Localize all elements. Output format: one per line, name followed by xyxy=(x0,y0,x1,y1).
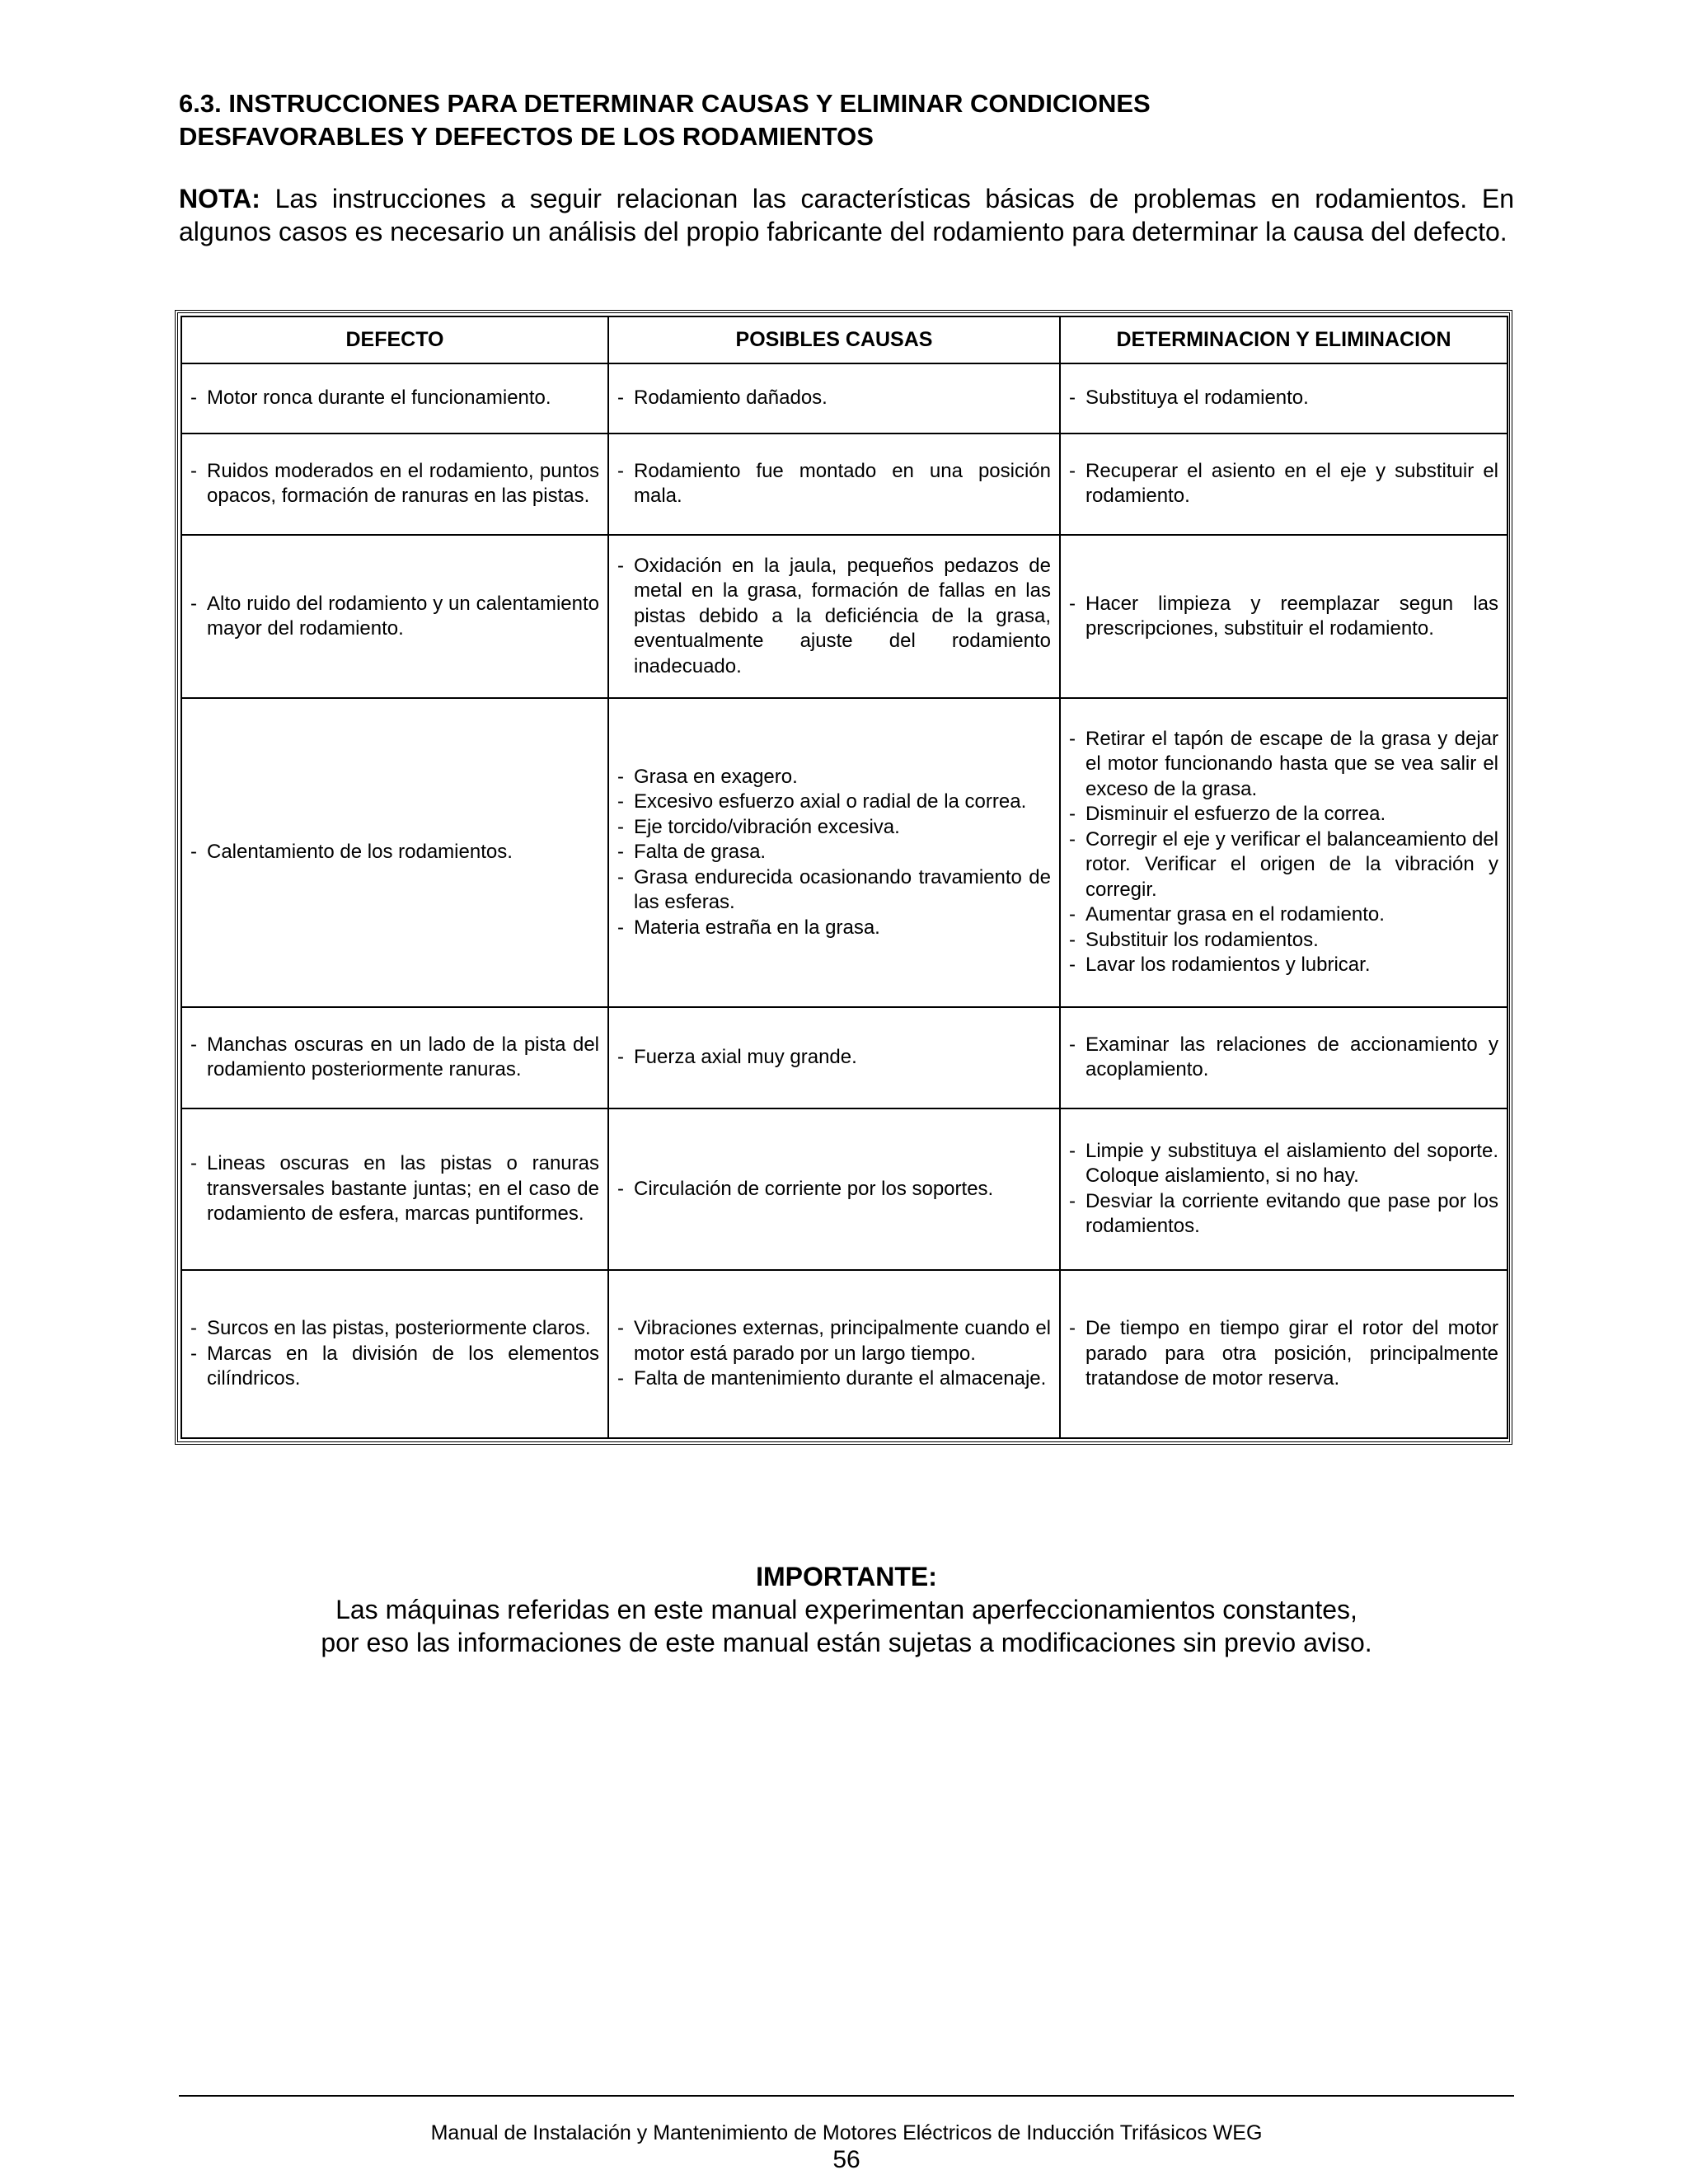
header-defecto: DEFECTO xyxy=(181,316,608,363)
note-label: NOTA: xyxy=(179,184,260,213)
page-number: 56 xyxy=(832,2146,860,2173)
cause-cell xyxy=(608,434,1060,535)
list-item: - Circulación de corriente por los soportes. xyxy=(617,1177,1051,1202)
list-item: - Alto ruido del rodamiento y un calentamiento mayor del rodamiento. xyxy=(190,592,599,642)
defect-cell xyxy=(181,434,608,535)
table-row xyxy=(181,1108,1507,1270)
note-text: Las instrucciones a seguir relacionan las características básicas de problemas en rodamientos. En algunos casos es necesario un análisis del propio fabricante del rodamiento para determinar la causa del defecto. xyxy=(179,184,1514,246)
table-row xyxy=(181,535,1507,698)
defect-cell xyxy=(181,535,608,698)
solution-cell xyxy=(1060,698,1507,1007)
list-item: - Materia estraña en la grasa. xyxy=(617,916,1051,941)
table-row xyxy=(181,1270,1507,1438)
item-list xyxy=(617,386,1051,411)
list-item: - Vibraciones externas, principalmente cuando el motor está parado por un largo tiempo. xyxy=(617,1316,1051,1366)
solution-cell xyxy=(1060,1108,1507,1270)
important-notice xyxy=(179,1560,1514,1659)
table-row xyxy=(181,1007,1507,1108)
defect-cell xyxy=(181,698,608,1007)
item-list xyxy=(617,1177,1051,1202)
cause-cell xyxy=(608,363,1060,434)
list-item: - Ruidos moderados en el rodamiento, puntos opacos, formación de ranuras en las pistas. xyxy=(190,459,599,509)
section-title xyxy=(179,87,1514,153)
list-item: - Rodamiento dañados. xyxy=(617,386,1051,411)
header-determinacion: DETERMINACION Y ELIMINACION xyxy=(1060,316,1507,363)
list-item: - Oxidación en la jaula, pequeños pedazos de metal en la grasa, formación de fallas en las pistas debido a la deficiéncia de la grasa, eventualmente ajuste del rodamiento inadecuado. xyxy=(617,554,1051,680)
cause-cell xyxy=(608,1108,1060,1270)
item-list xyxy=(1069,459,1498,509)
cause-cell xyxy=(608,1007,1060,1108)
defect-cell xyxy=(181,1108,608,1270)
item-list xyxy=(190,1316,599,1392)
table-body xyxy=(181,363,1507,1438)
item-list xyxy=(617,1316,1051,1392)
table-row xyxy=(181,363,1507,434)
note-paragraph xyxy=(179,182,1514,248)
item-list xyxy=(190,592,599,642)
list-item: - Grasa en exagero. xyxy=(617,765,1051,790)
section-title-line1: 6.3. INSTRUCCIONES PARA DETERMINAR CAUSAS Y ELIMINAR CONDICIONES xyxy=(179,89,1151,118)
item-list xyxy=(1069,592,1498,642)
list-item: - Manchas oscuras en un lado de la pista del rodamiento posteriormente ranuras. xyxy=(190,1033,599,1083)
important-heading: IMPORTANTE: xyxy=(756,1562,937,1591)
list-item: - Recuperar el asiento en el eje y substituir el rodamiento. xyxy=(1069,459,1498,509)
list-item: - Falta de grasa. xyxy=(617,840,1051,865)
defect-cell xyxy=(181,1270,608,1438)
list-item: - Limpie y substituya el aislamiento del soporte. Coloque aislamiento, si no hay. xyxy=(1069,1139,1498,1189)
solution-cell xyxy=(1060,1270,1507,1438)
solution-cell xyxy=(1060,434,1507,535)
list-item: - Calentamiento de los rodamientos. xyxy=(190,840,599,865)
item-list xyxy=(1069,1033,1498,1083)
section-title-line2: DESFAVORABLES Y DEFECTOS DE LOS RODAMIENTOS xyxy=(179,122,874,151)
important-line1: Las máquinas referidas en este manual experimentan aperfeccionamientos constantes, xyxy=(335,1595,1357,1624)
list-item: - Disminuir el esfuerzo de la correa. xyxy=(1069,802,1498,827)
table-row xyxy=(181,434,1507,535)
list-item: - Motor ronca durante el funcionamiento. xyxy=(190,386,599,411)
list-item: - Lavar los rodamientos y lubricar. xyxy=(1069,953,1498,978)
item-list xyxy=(617,554,1051,680)
item-list xyxy=(617,1045,1051,1071)
cause-cell xyxy=(608,698,1060,1007)
item-list xyxy=(617,459,1051,509)
list-item: - Fuerza axial muy grande. xyxy=(617,1045,1051,1071)
item-list xyxy=(190,386,599,411)
list-item: - Falta de mantenimiento durante el almacenaje. xyxy=(617,1366,1051,1392)
list-item: - Hacer limpieza y reemplazar segun las prescripciones, substituir el rodamiento. xyxy=(1069,592,1498,642)
table-row xyxy=(181,698,1507,1007)
item-list xyxy=(190,1151,599,1227)
list-item: - Substituya el rodamiento. xyxy=(1069,386,1498,411)
solution-cell xyxy=(1060,363,1507,434)
list-item: - Aumentar grasa en el rodamiento. xyxy=(1069,902,1498,928)
list-item: - Substituir los rodamientos. xyxy=(1069,928,1498,954)
cause-cell xyxy=(608,535,1060,698)
defect-cell xyxy=(181,1007,608,1108)
list-item: - Eje torcido/vibración excesiva. xyxy=(617,815,1051,841)
item-list xyxy=(190,840,599,865)
table-header-row xyxy=(181,316,1507,363)
item-list xyxy=(1069,386,1498,411)
bearing-defects-table xyxy=(181,316,1508,1439)
bearing-defects-table-frame xyxy=(175,310,1512,1445)
list-item: - Desviar la corriente evitando que pase por los rodamientos. xyxy=(1069,1189,1498,1240)
item-list xyxy=(190,459,599,509)
footer-divider xyxy=(179,2095,1514,2097)
solution-cell xyxy=(1060,1007,1507,1108)
header-posibles-causas: POSIBLES CAUSAS xyxy=(608,316,1060,363)
footer-text: Manual de Instalación y Mantenimiento de Motores Eléctricos de Inducción Trifásicos WEG xyxy=(430,2121,1263,2144)
cause-cell xyxy=(608,1270,1060,1438)
defect-cell xyxy=(181,363,608,434)
list-item: - Retirar el tapón de escape de la grasa y dejar el motor funcionando hasta que se vea salir el exceso de la grasa. xyxy=(1069,727,1498,803)
solution-cell xyxy=(1060,535,1507,698)
list-item: - Rodamiento fue montado en una posición mala. xyxy=(617,459,1051,509)
list-item: - Marcas en la división de los elementos cilíndricos. xyxy=(190,1342,599,1392)
item-list xyxy=(1069,1139,1498,1240)
item-list xyxy=(1069,1316,1498,1392)
list-item: - Lineas oscuras en las pistas o ranuras transversales bastante juntas; en el caso de rodamiento de esfera, marcas puntiformes. xyxy=(190,1151,599,1227)
list-item: - De tiempo en tiempo girar el rotor del motor parado para otra posición, principalmente tratandose de motor reserva. xyxy=(1069,1316,1498,1392)
list-item: - Surcos en las pistas, posteriormente claros. xyxy=(190,1316,599,1342)
list-item: - Excesivo esfuerzo axial o radial de la correa. xyxy=(617,790,1051,815)
item-list xyxy=(190,1033,599,1083)
list-item: - Grasa endurecida ocasionando travamiento de las esferas. xyxy=(617,865,1051,916)
item-list xyxy=(617,765,1051,941)
item-list xyxy=(1069,727,1498,978)
important-line2: por eso las informaciones de este manual están sujetas a modificaciones sin previo aviso. xyxy=(321,1628,1372,1657)
list-item: - Corregir el eje y verificar el balanceamiento del rotor. Verificar el origen de la vibración y corregir. xyxy=(1069,827,1498,903)
list-item: - Examinar las relaciones de accionamiento y acoplamiento. xyxy=(1069,1033,1498,1083)
